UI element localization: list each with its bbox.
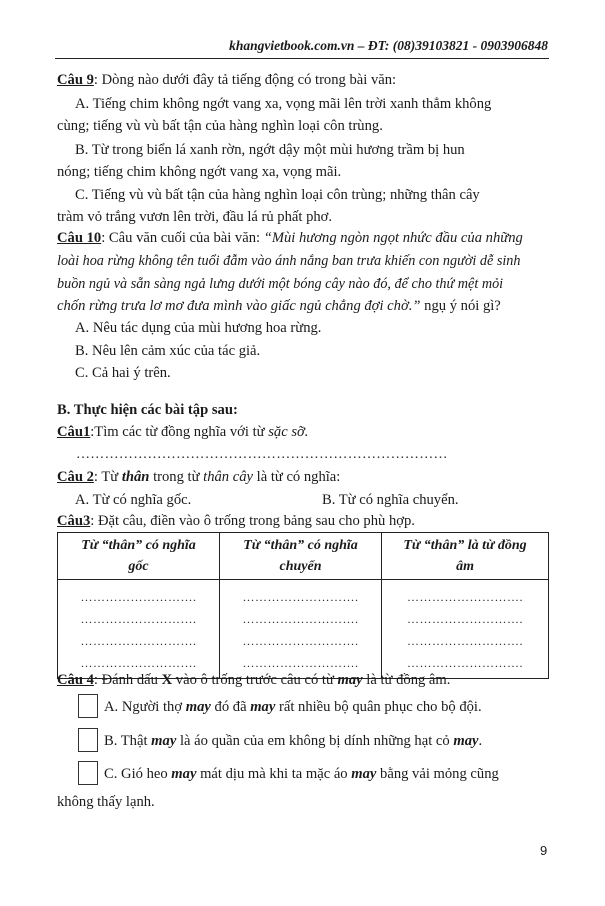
b-q4-label: Câu 4 [57,672,94,688]
seg: may [250,699,276,715]
q10-quote-line1: “Mùi hương ngòn ngọt nhức đầu của những [263,230,523,246]
b-q4-option-c [104,764,549,784]
q9-option-b-line2: nóng; tiếng chim không ngớt vang xa, vọng mãi. [57,164,342,180]
seg: may [453,733,479,749]
seg: đó đã [210,699,251,715]
header-line: gốc [128,559,149,574]
table-cell[interactable] [382,580,549,679]
cell-dots: ………………………. [80,612,197,626]
b-q1-prompt [57,422,549,442]
q10-label: Câu 10 [57,230,102,246]
cell-dots: ………………………. [407,656,524,670]
checkbox-a[interactable] [78,694,98,718]
q10-option-b: B. Nêu lên cảm xúc của tác giả. [75,343,261,359]
q10-tail: ngụ ý nói gì? [420,298,501,314]
header-line: âm [456,559,474,574]
q10-intro: : Câu văn cuối của bài văn: [101,230,264,246]
b-q2-word2: thân cây [203,469,253,485]
seg: . [478,733,483,749]
page-header [229,38,548,54]
seg: may [151,733,177,749]
b-q1-text: :Tìm các từ đồng nghĩa với từ [90,424,269,440]
q9-option-b-line1: B. Từ trong biển lá xanh rờn, ngớt dậy một mùi hương trầm bị hun [75,142,465,158]
header-line: Từ “thân” có nghĩa [81,538,196,553]
q9-option-a-line2: cùng; tiếng vù vù bất tận của hàng nghìn loại côn trùng. [57,118,383,134]
seg: mát dịu mà khi ta mặc áo [196,766,352,782]
meaning-table [57,532,549,679]
cell-dots: ………………………. [407,612,524,626]
b-q3-text: : Đặt câu, điền vào ô trống trong bảng sau cho phù hợp. [90,513,415,529]
cell-dots: ………………………. [80,590,197,604]
q9-option-c-line2: tràm vỏ trắng vươn lên trời, đầu lá rủ phất phơ. [57,209,333,225]
b-q2-word: thân [121,469,150,485]
checkbox-c[interactable] [78,761,98,785]
cell-dots: ………………………. [242,590,359,604]
q10-quote-line4 [57,296,549,316]
b-q2-label: Câu 2 [57,469,94,485]
q9-label: Câu 9 [57,72,94,88]
b-q4-option-a [104,697,549,717]
header-phone: ĐT: (08)39103821 - 0903906848 [367,38,548,53]
b-q2-option-a: A. Từ có nghĩa gốc. [75,492,192,508]
header-rule [55,58,549,59]
part-b-title: B. Thực hiện các bài tập sau: [57,402,238,418]
q9-text: : Dòng nào dưới đây tả tiếng động có trong bài văn: [93,72,397,88]
cell-dots: ………………………. [80,656,197,670]
header-line: chuyển [279,559,322,574]
table-header-row [58,533,549,580]
b-q4-may: may [337,672,363,688]
seg: bằng vải mỏng cũng [376,766,499,782]
q10-quote-line2: loài hoa rừng không tên tuổi đẫm vào ánh nắng ban trưa khiến con người dễ sinh [57,253,521,269]
checkbox-b[interactable] [78,728,98,752]
b-q2-option-b: B. Từ có nghĩa chuyển. [322,492,459,508]
table-header-cell [58,533,220,580]
cell-dots: ………………………. [242,656,359,670]
seg: may [351,766,377,782]
q9-option-c-line1: C. Tiếng vù vù bất tận của hàng nghìn loại côn trùng; những thân cây [75,187,480,203]
b-q4-x: X [161,672,173,688]
header-sep: – [354,38,368,53]
cell-dots: ………………………. [242,612,359,626]
table-cell[interactable] [58,580,220,679]
header-line: Từ “thân” là từ đồng [403,538,527,553]
b-q4-option-b [104,731,549,751]
seg: rất nhiều bộ quân phục cho bộ đội. [275,699,482,715]
table-header-cell [220,533,382,580]
header-site: khangvietbook.com.vn [229,38,355,53]
seg: C. Gió heo [104,766,172,782]
seg: B. Thật [104,733,152,749]
page-number: 9 [540,843,548,858]
b-q2-prompt [57,467,549,487]
b-q2-text3: là từ có nghĩa: [253,469,341,485]
cell-dots: ………………………. [242,634,359,648]
cell-dots: ………………………. [80,634,197,648]
b-q2-text2: trong từ [149,469,204,485]
seg: may [171,766,197,782]
b-q1-label: Câu1 [57,424,91,440]
b-q4-prompt [57,670,549,690]
seg: may [185,699,211,715]
q9-option-a-line1: A. Tiếng chim không ngớt vang xa, vọng mãi lên trời xanh thẳm không [75,96,492,112]
table-header-cell [382,533,549,580]
b-q1-word: sặc sỡ. [268,424,309,440]
b-q4-text2: vào ô trống trước câu có từ [172,672,338,688]
q10-quote-line3: buồn ngủ và sẵn sàng ngả lưng dưới một bóng cây nào đó, để cho thứ mệt mỏi [57,276,504,292]
b-q4-option-c-line2: không thấy lạnh. [57,794,155,810]
table-cell[interactable] [220,580,382,679]
cell-dots: ………………………. [407,590,524,604]
cell-dots: ………………………. [407,634,524,648]
header-line: Từ “thân” có nghĩa [243,538,358,553]
q10-option-a: A. Nêu tác dụng của mùi hương hoa rừng. [75,320,322,336]
q10-prompt [57,228,549,248]
table-row [58,580,549,679]
q9-prompt [57,70,549,90]
b-q4-text1: : Đánh dấu [93,672,162,688]
b-q3-label: Câu3 [57,513,91,529]
b-q4-text3: là từ đồng âm. [362,672,451,688]
b-q2-text1: : Từ [93,469,122,485]
q10-quote-end: chốn rừng trưa lơ mơ đưa mình vào giấc ngủ chẳng đợi chờ.” [57,298,421,314]
b-q1-answer-line[interactable]: …………………………………………………………………… [76,447,448,462]
seg: là áo quần của em không bị dính những hạt cỏ [176,733,454,749]
seg: A. Người thợ [104,699,186,715]
b-q3-prompt [57,511,549,531]
q10-option-c: C. Cả hai ý trên. [75,365,171,381]
